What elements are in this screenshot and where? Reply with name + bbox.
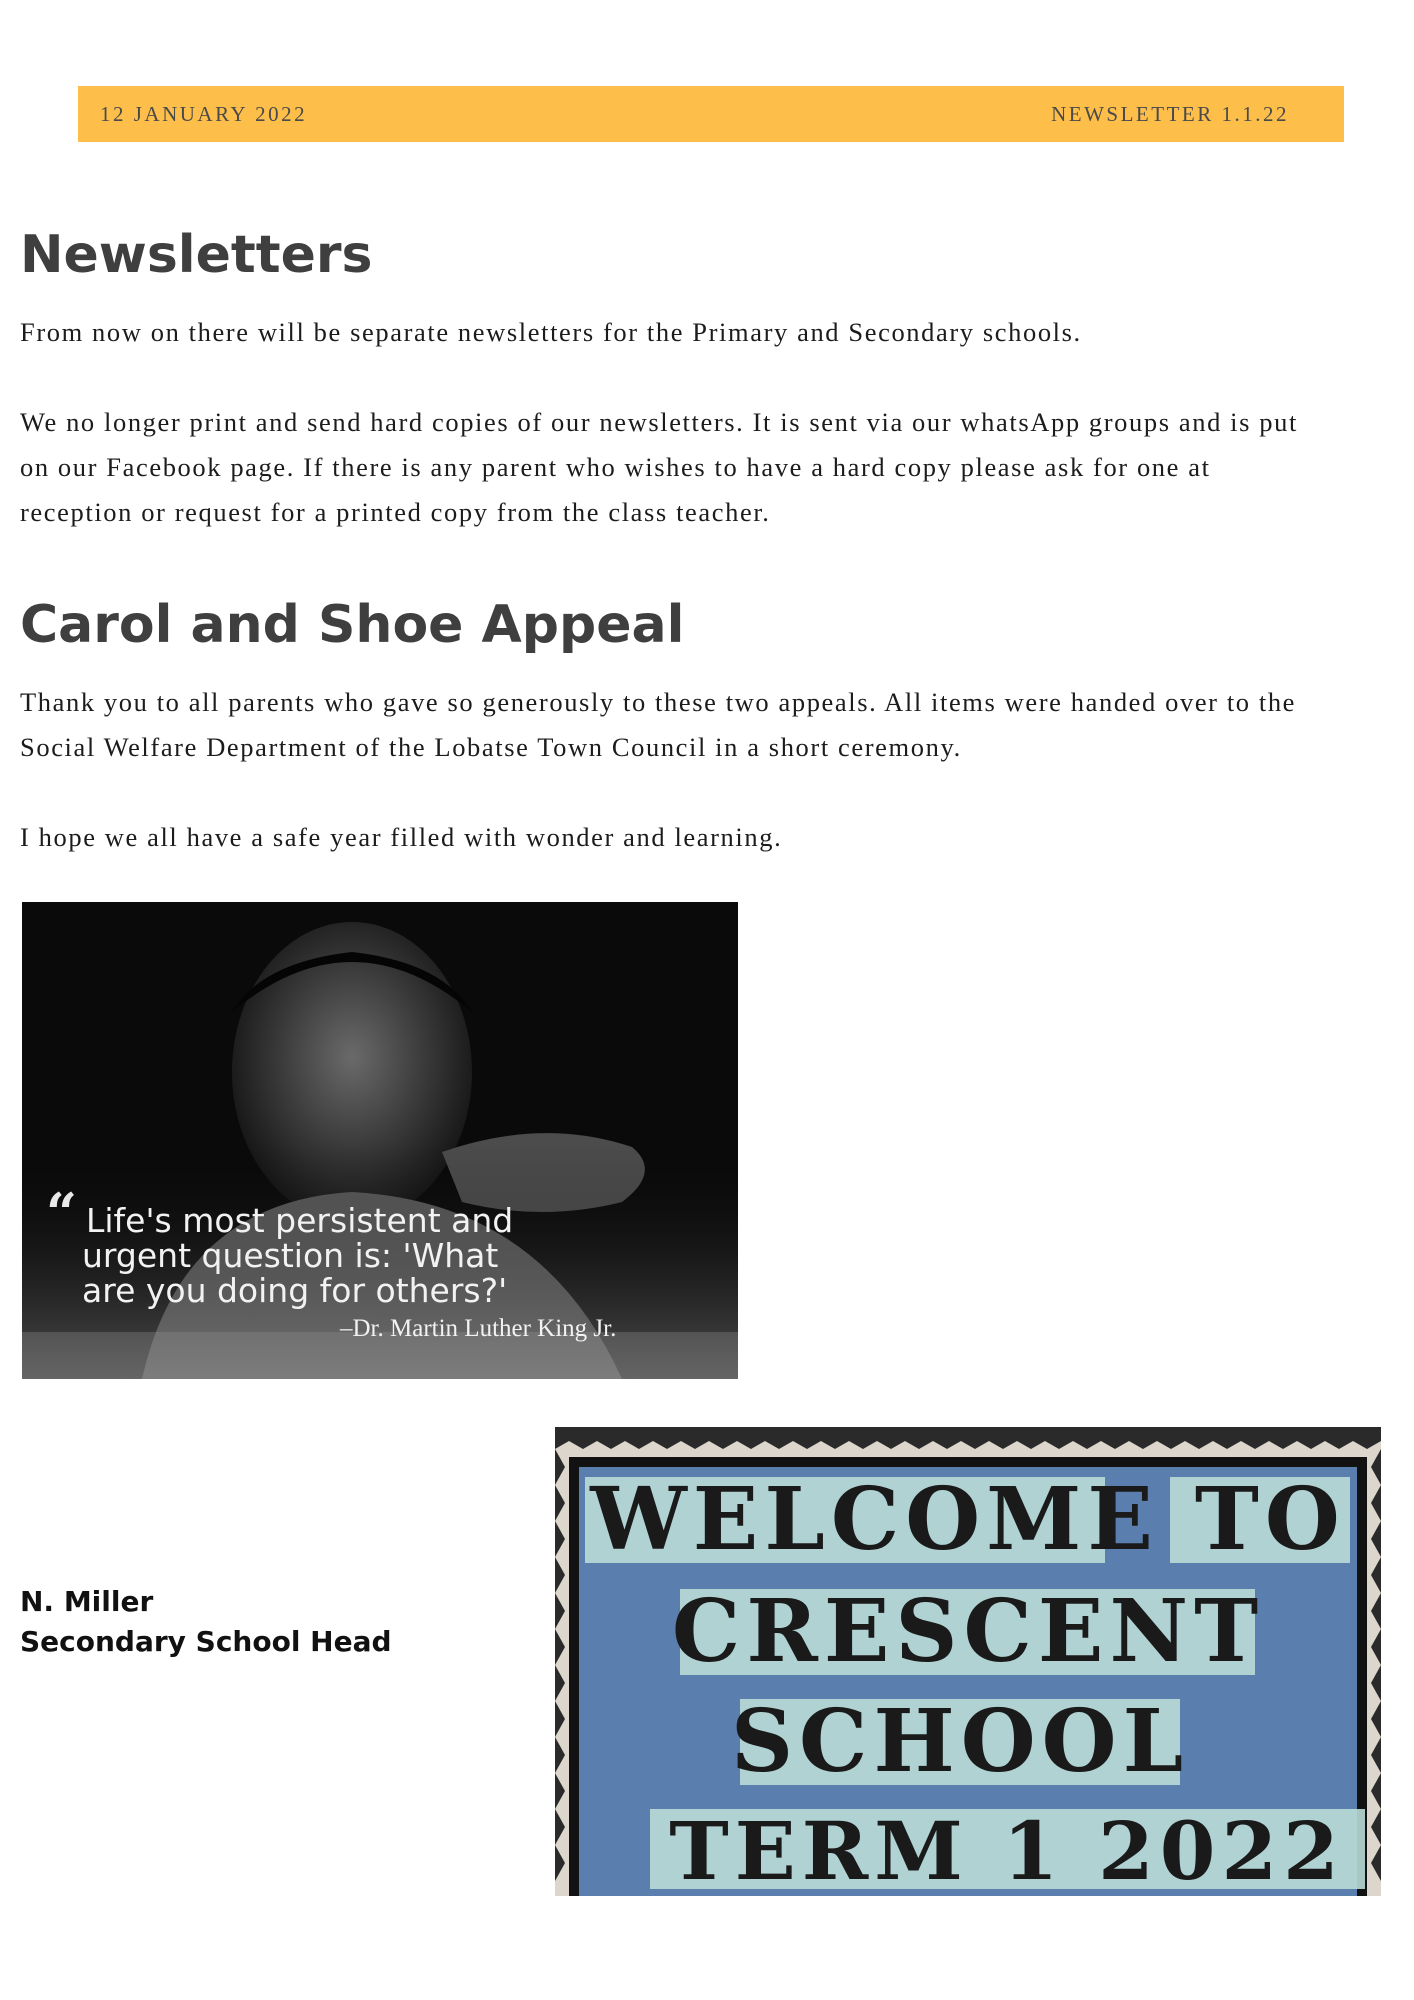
header-bar bbox=[78, 86, 1344, 142]
quote-line-3: are you doing for others?' bbox=[82, 1271, 508, 1310]
quote-author: –Dr. Martin Luther King Jr. bbox=[340, 1315, 617, 1342]
quote-open-mark: “ bbox=[46, 1181, 78, 1245]
board-line-4: TERM 1 2022 bbox=[669, 1804, 1345, 1896]
signature-block bbox=[20, 1582, 392, 1662]
welcome-board-image bbox=[555, 1427, 1381, 1896]
newsletters-body bbox=[20, 310, 1410, 355]
closing-body bbox=[20, 815, 1410, 860]
signature-role: Secondary School Head bbox=[20, 1625, 392, 1658]
board-line-1: WELCOME TO bbox=[590, 1469, 1346, 1570]
quote-line-2: urgent question is: 'What bbox=[82, 1236, 499, 1275]
newsletters-heading: Newsletters bbox=[20, 225, 373, 285]
board-line-3: SCHOOL bbox=[730, 1691, 1190, 1792]
appeal-heading: Carol and Shoe Appeal bbox=[20, 595, 685, 655]
board-line-2: CRESCENT bbox=[671, 1581, 1265, 1682]
newsletters-paragraph-2-line-2: on our Facebook page. If there is any parent who wishes to have a hard copy please ask for one at bbox=[20, 452, 1211, 482]
mlk-quote-image bbox=[22, 902, 738, 1379]
appeal-paragraph-1-line-2: Social Welfare Department of the Lobatse Town Council in a short ceremony. bbox=[20, 732, 962, 762]
appeal-paragraph-1-line-1: Thank you to all parents who gave so generously to these two appeals. All items were handed over to the bbox=[20, 687, 1297, 717]
newsletter-date: 12 JANUARY 2022 bbox=[100, 101, 308, 126]
newsletters-paragraph-2-line-1: We no longer print and send hard copies of our newsletters. It is sent via our whatsApp groups and is put bbox=[20, 407, 1298, 437]
quote-line-1: Life's most persistent and bbox=[86, 1201, 514, 1240]
newsletters-paragraph-2-line-3: reception or request for a printed copy from the class teacher. bbox=[20, 497, 771, 527]
newsletters-body-2 bbox=[20, 400, 1410, 535]
closing-paragraph: I hope we all have a safe year filled with wonder and learning. bbox=[20, 822, 783, 852]
newsletters-section bbox=[20, 225, 1410, 285]
appeal-body bbox=[20, 680, 1410, 770]
newsletters-paragraph-1: From now on there will be separate newsletters for the Primary and Secondary schools. bbox=[20, 317, 1082, 347]
newsletter-issue: NEWSLETTER 1.1.22 bbox=[1051, 101, 1289, 126]
signature-name: N. Miller bbox=[20, 1585, 154, 1618]
appeal-section bbox=[20, 595, 1410, 655]
